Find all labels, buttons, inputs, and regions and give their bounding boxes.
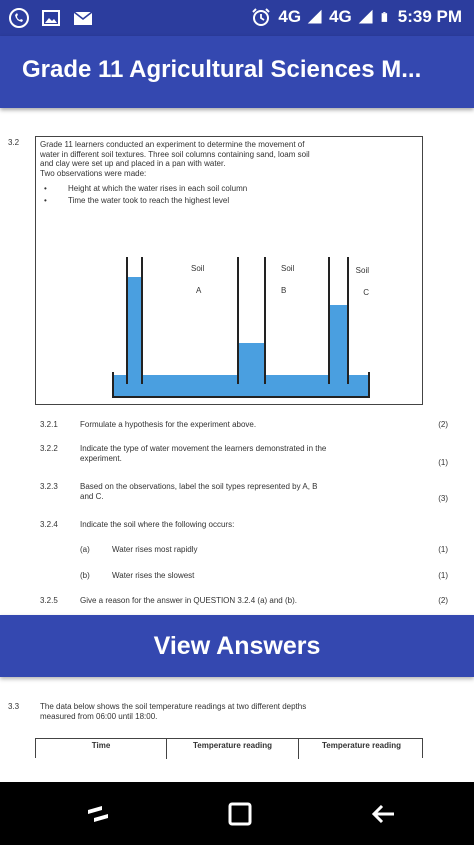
question-intro xyxy=(40,140,418,178)
home-icon[interactable] xyxy=(222,796,258,832)
signal-icon xyxy=(307,6,323,28)
temperature-table xyxy=(35,738,423,758)
subq-text: Indicate the soil where the following occurs: xyxy=(80,520,235,529)
subq-text-cont: and C. xyxy=(80,492,104,501)
label-letter-a: A xyxy=(196,286,202,295)
question-page xyxy=(0,120,474,615)
question-text-line: measured from 06:00 until 18:00. xyxy=(40,712,158,721)
subq-text: Indicate the type of water movement the learners demonstrated in the xyxy=(80,444,327,453)
table-header-temp-1: Temperature reading xyxy=(193,741,272,750)
subq-number: (a) xyxy=(80,545,90,554)
view-answers-label: View Answers xyxy=(153,632,321,660)
back-icon[interactable] xyxy=(366,796,402,832)
subq-text: Based on the observations, label the soil types represented by A, B xyxy=(80,482,318,491)
network-4g-label-2: 4G xyxy=(329,7,352,26)
subq-marks: (1) xyxy=(438,458,448,467)
soil-columns-diagram xyxy=(111,237,371,407)
question-text-line: The data below shows the soil temperature readings at two different depths xyxy=(40,702,307,711)
intro-line: water in different soil textures. Three soil columns containing sand, loam soil xyxy=(40,149,310,159)
recent-apps-icon[interactable] xyxy=(80,796,116,832)
label-soil-a: Soil xyxy=(191,264,205,273)
label-letter-b: B xyxy=(281,286,287,295)
bullet-mark: • xyxy=(44,184,47,193)
bullet-text: Time the water took to reach the highest level xyxy=(68,196,230,205)
bullet-text: Height at which the water rises in each soil column xyxy=(68,184,248,193)
subq-marks: (1) xyxy=(438,545,448,554)
subq-number: 3.2.4 xyxy=(40,520,58,529)
system-nav-bar xyxy=(0,782,474,845)
subq-text: Water rises most rapidly xyxy=(112,545,198,554)
subq-number: 3.2.5 xyxy=(40,596,58,605)
view-answers-button[interactable] xyxy=(0,615,474,677)
subq-number: 3.2.2 xyxy=(40,444,58,453)
label-letter-c: C xyxy=(363,288,369,297)
subq-number: (b) xyxy=(80,571,90,580)
clock-time: 5:39 PM xyxy=(397,7,462,26)
subq-marks: (2) xyxy=(438,596,448,605)
gallery-icon xyxy=(40,7,62,29)
label-soil-b: Soil xyxy=(281,264,295,273)
intro-line: Two observations were made: xyxy=(40,168,147,178)
app-bar xyxy=(0,36,474,108)
subq-marks: (3) xyxy=(438,494,448,503)
intro-line: Grade 11 learners conducted an experiment to determine the movement of xyxy=(40,140,305,149)
whatsapp-icon xyxy=(8,7,30,29)
intro-line: and clay were set up and placed in a pan with water. xyxy=(40,159,226,168)
subq-text: Give a reason for the answer in QUESTION 3.2.4 (a) and (b). xyxy=(80,596,297,605)
column-b-water xyxy=(239,343,264,384)
question-number: 3.2 xyxy=(8,138,20,147)
subq-text: Water rises the slowest xyxy=(112,571,195,580)
column-c-water xyxy=(330,305,347,384)
battery-icon xyxy=(380,6,392,28)
bullet-mark: • xyxy=(44,196,47,205)
email-icon xyxy=(72,7,94,29)
subq-number: 3.2.3 xyxy=(40,482,58,491)
app-title: Grade 11 Agricultural Sciences M... xyxy=(22,56,422,83)
subq-text-cont: experiment. xyxy=(80,454,122,463)
table-header-time: Time xyxy=(91,741,111,750)
subq-text: Formulate a hypothesis for the experiment above. xyxy=(80,420,257,429)
subq-marks: (2) xyxy=(438,420,448,429)
network-4g-label: 4G xyxy=(278,7,302,26)
status-bar xyxy=(0,0,474,36)
signal-roaming-icon xyxy=(358,6,374,28)
column-a-water xyxy=(128,277,141,384)
alarm-icon xyxy=(250,6,272,28)
question-box xyxy=(35,136,423,405)
table-header-temp-2: Temperature reading xyxy=(322,741,401,750)
question-number: 3.3 xyxy=(8,702,20,711)
label-soil-c: Soil xyxy=(355,266,369,275)
subq-number: 3.2.1 xyxy=(40,420,58,429)
next-question-page xyxy=(0,690,474,782)
subq-marks: (1) xyxy=(438,571,448,580)
